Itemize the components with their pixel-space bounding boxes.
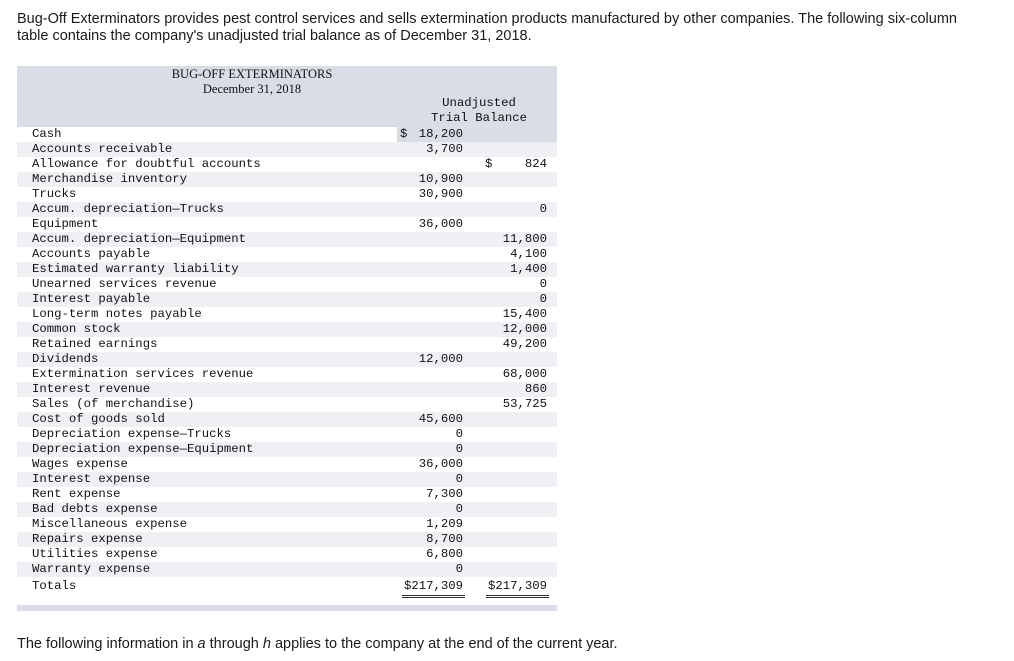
table-row xyxy=(17,487,557,502)
credit-amount: 4,100 xyxy=(510,247,547,261)
account-name: Accounts payable xyxy=(32,247,151,261)
account-name: Common stock xyxy=(32,322,121,336)
credit-amount: 68,000 xyxy=(502,367,547,381)
table-row xyxy=(17,232,557,247)
account-name: Merchandise inventory xyxy=(32,172,187,186)
account-name: Interest payable xyxy=(32,292,151,306)
table-title xyxy=(117,67,387,97)
table-row xyxy=(17,187,557,202)
table-bottom-rule xyxy=(17,605,557,611)
credit-amount: 0 xyxy=(539,202,547,216)
credit-amount: 53,725 xyxy=(502,397,547,411)
debit-amount: 36,000 xyxy=(418,457,463,471)
table-row xyxy=(17,277,557,292)
debit-amount: 7,300 xyxy=(426,487,463,501)
account-name: Bad debts expense xyxy=(32,502,158,516)
credit-amount: 49,200 xyxy=(502,337,547,351)
credit-amount: 824 xyxy=(524,157,547,171)
intro-paragraph: Bug-Off Exterminators provides pest control services and sells extermination products manufactured by other companies. The following six-column table contains the company's unadjusted trial balance as of December 31, 2018. xyxy=(17,11,957,44)
account-name: Interest revenue xyxy=(32,382,151,396)
debit-amount: 45,600 xyxy=(418,412,463,426)
account-name: Sales (of merchandise) xyxy=(32,397,195,411)
table-row xyxy=(17,322,557,337)
account-name: Long-term notes payable xyxy=(32,307,202,321)
debit-amount: 36,000 xyxy=(418,217,463,231)
credit-amount: 12,000 xyxy=(502,322,547,336)
account-name: Extermination services revenue xyxy=(32,367,254,381)
account-name: Depreciation expense—Equipment xyxy=(32,442,254,456)
table-row xyxy=(17,442,557,457)
debit-amount: 0 xyxy=(455,442,463,456)
account-name: Cost of goods sold xyxy=(32,412,165,426)
table-row xyxy=(17,427,557,442)
debit-amount: 12,000 xyxy=(418,352,463,366)
debit-amount: 8,700 xyxy=(426,532,463,546)
account-name: Retained earnings xyxy=(32,337,158,351)
debit-amount: 0 xyxy=(455,562,463,576)
credit-amount: 11,800 xyxy=(502,232,547,246)
dollar-sign: $ xyxy=(400,127,408,141)
dollar-sign: $ xyxy=(485,157,493,171)
table-row xyxy=(17,502,557,517)
statement-date: December 31, 2018 xyxy=(202,82,302,96)
account-name: Trucks xyxy=(32,187,77,201)
debit-amount: 0 xyxy=(455,427,463,441)
account-name: Rent expense xyxy=(32,487,121,501)
account-name: Equipment xyxy=(32,217,99,231)
totals-label: Totals xyxy=(32,579,77,593)
outro-letter-h: h xyxy=(262,636,271,652)
credit-amount: 15,400 xyxy=(502,307,547,321)
account-name: Accum. depreciation—Equipment xyxy=(32,232,247,246)
outro-text-3: applies to the company at the end of the current year. xyxy=(270,636,618,652)
table-row xyxy=(17,262,557,277)
company-name: BUG-OFF EXTERMINATORS xyxy=(171,67,333,81)
totals-row xyxy=(17,579,557,594)
table-row xyxy=(17,397,557,412)
table-row xyxy=(17,472,557,487)
credit-amount: 0 xyxy=(539,292,547,306)
outro-paragraph xyxy=(17,636,977,653)
account-name: Unearned services revenue xyxy=(32,277,217,291)
table-row xyxy=(17,517,557,532)
debit-amount: 18,200 xyxy=(418,127,463,141)
table-row xyxy=(17,337,557,352)
outro-letter-a: a xyxy=(197,636,206,652)
table-row xyxy=(17,412,557,427)
account-name: Estimated warranty liability xyxy=(32,262,239,276)
outro-text-2: through xyxy=(205,636,263,652)
column-header xyxy=(419,96,539,126)
table-row xyxy=(17,532,557,547)
debit-amount: 1,209 xyxy=(426,517,463,531)
account-name: Warranty expense xyxy=(32,562,151,576)
account-name: Wages expense xyxy=(32,457,128,471)
table-row xyxy=(17,382,557,397)
credit-amount: 860 xyxy=(524,382,547,396)
account-name: Utilities expense xyxy=(32,547,158,561)
totals-credit: $217,309 xyxy=(486,579,549,598)
table-row xyxy=(17,157,557,172)
table-row xyxy=(17,202,557,217)
account-name: Accum. depreciation—Trucks xyxy=(32,202,224,216)
account-name: Repairs expense xyxy=(32,532,143,546)
credit-amount: 1,400 xyxy=(510,262,547,276)
account-name: Depreciation expense—Trucks xyxy=(32,427,232,441)
table-row xyxy=(17,457,557,472)
account-name: Dividends xyxy=(32,352,99,366)
table-row xyxy=(17,367,557,382)
column-header-line1: Unadjusted xyxy=(442,96,516,110)
debit-amount: 0 xyxy=(455,502,463,516)
debit-amount: 10,900 xyxy=(418,172,463,186)
trial-balance-table xyxy=(17,66,557,613)
account-name: Accounts receivable xyxy=(32,142,173,156)
table-row xyxy=(17,217,557,232)
column-header-line2: Trial Balance xyxy=(431,111,527,125)
account-name: Miscellaneous expense xyxy=(32,517,187,531)
table-row xyxy=(17,127,557,142)
debit-amount: 30,900 xyxy=(418,187,463,201)
table-row xyxy=(17,247,557,262)
account-name: Cash xyxy=(32,127,62,141)
account-name: Allowance for doubtful accounts xyxy=(32,157,261,171)
debit-amount: 0 xyxy=(455,472,463,486)
debit-amount: 3,700 xyxy=(426,142,463,156)
credit-amount: 0 xyxy=(539,277,547,291)
table-row xyxy=(17,562,557,577)
totals-debit: $217,309 xyxy=(402,579,465,598)
table-row xyxy=(17,172,557,187)
table-row xyxy=(17,142,557,157)
table-row xyxy=(17,547,557,562)
debit-amount: 6,800 xyxy=(426,547,463,561)
table-row xyxy=(17,292,557,307)
table-row xyxy=(17,352,557,367)
outro-text-1: The following information in xyxy=(17,636,198,652)
account-name: Interest expense xyxy=(32,472,151,486)
table-row xyxy=(17,307,557,322)
